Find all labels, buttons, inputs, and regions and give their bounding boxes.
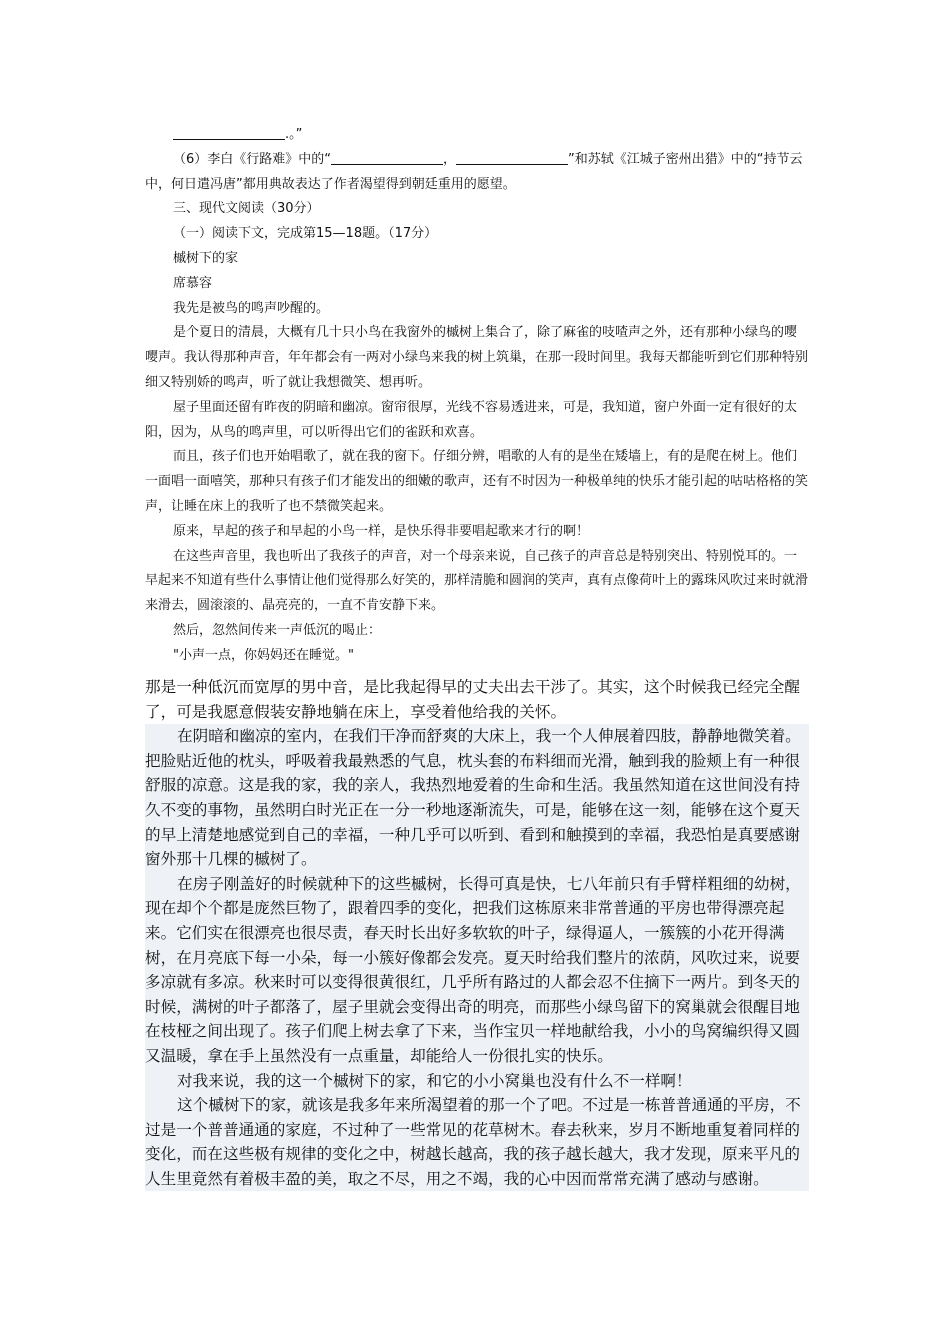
lower-section: [145, 675, 809, 1191]
answer-blank[interactable]: [173, 125, 285, 140]
paragraph: 这个槭树下的家，就该是我多年来所渴望着的那一个了吧。不过是一栋普普通通的平房，不过是一个普普通通的家庭，不过种了一些常见的花草树木。春去秋来，岁月不断地重复着同样的变化，而在这些极有规律的变化之中，树越长越高，我的孩子越长越大，我才发现，原来平凡的人生里竟然有着极丰盈的美，取之不尽，用之不竭，我的心中因而常常充满了感动与感谢。: [145, 1093, 809, 1191]
answer-blank[interactable]: [456, 150, 568, 165]
paragraph: 在房子刚盖好的时候就种下的这些槭树，长得可真是快，七八年前只有手臂样粗细的幼树，现在却个个都是庞然巨物了，跟着四季的变化，把我们这栋原来非常普通的平房也带得漂亮起来。它们实在很漂亮也很尽责，春天时长出好多软软的叶子，绿得逼人，一簇簇的小花开得满树，在月亮底下每一小朵，每一小簇好像都会发亮。夏天时给我们整片的浓荫，风吹过来，说要多凉就有多凉。秋来时可以变得很黄很红，几乎所有路过的人都会忍不住摘下一两片。到冬天的时候，满树的叶子都落了，屋子里就会变得出奇的明亮，而那些小绿鸟留下的窝巢就会很醒目地在枝桠之间出现了。孩子们爬上树去拿了下来，当作宝贝一样地献给我，小小的鸟窝编织得又圆又温暖，拿在手上虽然没有一点重量，却能给人一份很扎实的快乐。: [145, 872, 809, 1069]
paragraph: 在阴暗和幽凉的室内，在我们干净而舒爽的大床上，我一个人伸展着四肢，静静地微笑着。把脸贴近他的枕头，呼吸着我最熟悉的气息，枕头套的布料细而光滑，触到我的脸颊上有一种很舒服的凉意。这是我的家，我的亲人，我热烈地爱着的生命和生活。我虽然知道在这世间没有持久不变的事物，虽然明白时光正在一分一秒地逐渐流失，可是，能够在这一刻，能够在这个夏天的早上清楚地感觉到自己的幸福，一种几乎可以听到、看到和触摸到的幸福，我恐怕是真要感谢窗外那十几棵的槭树了。: [145, 724, 809, 872]
article-title: 槭树下的家: [173, 250, 239, 266]
paragraph: 原来，早起的孩子和早起的小鸟一样，是快乐得非要唱起歌来才行的啊！: [173, 523, 590, 539]
section-heading: 三、现代文阅读（30分）: [173, 201, 320, 217]
paragraph: 屋子里面还留有昨夜的阴暗和幽凉。窗帘很厚，光线不容易透进来，可是，我知道，窗户外面一定有很好的太阳，因为，从鸟的鸣声里，可以听得出它们的雀跃和欢喜。: [145, 399, 798, 440]
paragraph: "小声一点，你妈妈还在睡觉。": [173, 647, 354, 663]
article-author: 席慕容: [173, 275, 213, 291]
fill-blank-line: .。”: [145, 123, 809, 148]
paragraph: 然后，忽然间传来一声低沉的喝止：: [173, 622, 382, 638]
paragraph: 是个夏日的清晨，大概有几十只小鸟在我窗外的槭树上集合了，除了麻雀的吱喳声之外，还有那种小绿鸟的嘤嘤声。我认得那种声音，年年都会有一两对小绿鸟来我的树上筑巢，在那一段时间里。我每天都能听到它们那种特别细又特别娇的鸣声，听了就让我想微笑、想再听。: [145, 325, 809, 390]
paragraph: 在这些声音里，我也听出了我孩子的声音，对一个母亲来说，自己孩子的声音总是特别突出、特别悦耳的。一早起来不知道有些什么事情让他们觉得那么好笑的，那样清脆和圆润的笑声，真有点像荷叶上的露珠风吹过来时就滑来滑去，圆滚滚的、晶亮亮的，一直不肯安静下来。: [145, 548, 809, 614]
question-6: （6）李白《行路难》中的“ ， ”和苏轼《江城子密州出猎》中的“持节云中，何日遣冯唐”都用典故表达了作者渴望得到朝廷重用的愿望。: [145, 151, 803, 192]
paragraph: 我先是被鸟的鸣声吵醒的。: [173, 300, 330, 316]
paragraph: 那是一种低沉而宽厚的男中音，是比我起得早的丈夫出去干涉了。其实，这个时候我已经完全醒了，可是我愿意假装安静地躺在床上，享受着他给我的关怀。: [145, 678, 800, 721]
upper-section: [145, 123, 809, 669]
paragraph: 对我来说，我的这一个槭树下的家，和它的小小窝巢也没有什么不一样啊！: [145, 1069, 809, 1094]
paragraph: 而且，孩子们也开始唱歌了，就在我的窗下。仔细分辨，唱歌的人有的是坐在矮墙上，有的是爬在树上。他们一面唱一面嘻笑，那种只有孩子们才能发出的细嫩的歌声，还有不时因为一种极单纯的快乐才能引起的咕咕格格的笑声，让睡在床上的我听了也不禁微笑起来。: [145, 449, 809, 514]
answer-blank[interactable]: [331, 150, 443, 165]
subsection-heading: （一）阅读下文，完成第15—18题。（17分）: [173, 226, 438, 242]
